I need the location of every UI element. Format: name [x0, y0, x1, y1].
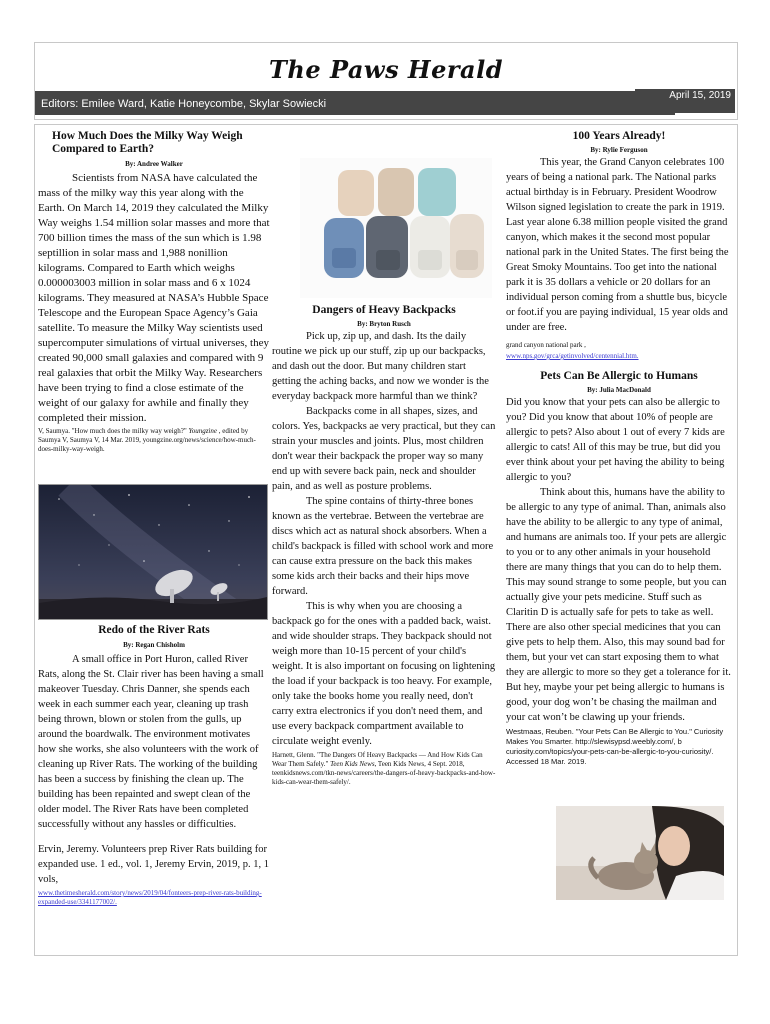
canyon-citation: grand canyon national park , — [506, 341, 586, 349]
editors-bar: Editors: Emilee Ward, Katie Honeycombe, Skylar Sowiecki — [35, 91, 675, 115]
pets-citation: Westmaas, Reuben. "Your Pets Can Be Allergic to You." Curiosity Makes You Smarter. http://slewisypsd.weebly.com/, b curiosity.com/topics/your-pets-can-be-allergic-to-you-curiosity/. Accessed 18 Mar. 2019. — [506, 727, 724, 766]
girl-with-cat-image — [556, 806, 724, 900]
backpacks-byline: By: Bryton Rusch — [357, 320, 411, 328]
river-rats-citation: Ervin, Jeremy. Volunteers prep River Rats building for expanded use. 1 ed., vol. 1, Jeremy Ervin, 2019, p. 1, 1 vols, — [38, 844, 269, 885]
river-rats-body: A small office in Port Huron, called River Rats, along the St. Clair river has been having a small makeover Tuesday. Chris Danner, she spends each week in each summer each year, cleaning up trash being thrown, blown or stolen from the gulls, up around the boardwalk. The environment motivates how she works, she also volunteers with the work of cleaning up River Rats. The working of the building has been a success by finishing the clean up. The building has been repainted and swept clean of the older model. The River Rats have been completed successfully without any hassles or difficulties. — [38, 654, 264, 830]
telescope-night-image — [38, 484, 268, 620]
pets-article — [506, 370, 732, 767]
river-rats-article — [38, 624, 270, 907]
river-rats-headline: Redo of the River Rats — [98, 624, 210, 636]
canyon-body: This year, the Grand Canyon celebrates 100 years of being a national park. The National parks actual birthday is in February. President Woodrow Wilson signed legislation to create the park in 1919. Last year alone 6.38 million people visited the grand canyon, which makes it the second most popular national park in the United States. The first being the Great Smoky Mountains. Too get into the national park it is 35 dollars a vehicle or 20 dollars for an individual person coming from a shuttle bus, bicycle or foot.if you are paying individual, 15 year olds and under are free. — [506, 157, 729, 333]
canyon-headline: 100 Years Already! — [572, 130, 666, 142]
milky-way-body: Scientists from NASA have calculated the mass of the milky way this year along with the Earth. On March 14, 2019 they calculated the Milky Way weighs 1.54 million solar masses and more that 700 billion times the mass of the sun which is 1.98 septillion in solar mass and 1,988 nonillion kilograms. Compared to Earth which weighs 0.000003003 million in solar mass and 6 x 1024 kilograms. They measured at NASA’s Hubble Space Telescope and the European Space Agency’s Gaia satellite. To measure the Milky Way scientists used supercomputer simulations of virtual universes, they created 90,000 small galaxies and compared with 9 real galaxies that orbit the Milky Way. Researchers have been trying to find a close estimate of the weight of our galaxy for awhile and finally they completed their mission. — [38, 172, 270, 424]
milky-way-article — [38, 130, 270, 454]
milky-way-citation: V, Saumya. "How much does the milky way weigh?" Youngzine , edited by Saumya V, Saumya V, 14 Mar. 2019, youngzine.org/news/science/how-much-does-milky-way-weigh. — [38, 427, 256, 453]
canyon-link[interactable]: www.nps.gov/grca/getinvolved/centennial.htm. — [506, 352, 639, 360]
backpacks-headline: Dangers of Heavy Backpacks — [312, 304, 456, 316]
backpacks-body: Pick up, zip up, and dash. Its the daily routine we pick up our stuff, zip up our backpacks, and dash out the door. But many children start getting the aching backs, and now we wonder is the everyday backpack more harmful than we think? Backpacks come in all shapes, sizes, and colors. Yes, backpacks ae very practical, but they can strain your muscles and joints. Plus, most children don't wear their backpack the proper way so many end up with severe back pain, neck and shoulder pain, and as well as posture problems. The spine contains of thirty-three bones known as the vertebrae. Between the vertebrae are discs which act as natural shock absorbers. When a child's backpack is filled with school work and more can cause extra pressure on the back this makes some kids arch their backs and their hips move forward. This is why when you are choosing a backpack go for the ones with a padded back, waist. and wide shoulder straps. They backpack should not weigh more than 10-15 percent of your child's weight. It is also important on focusing on lightening the load if your backpack is too heavy. For example, only take the books home you really need, don't carry extra electronics if you don't need them, and use every backpack compartment available to circulate weight evenly. — [272, 331, 496, 747]
pets-byline: By: Julia MacDonald — [587, 386, 651, 394]
backpacks-citation: Harnett, Glenn. "The Dangers Of Heavy Backpacks — And How Kids Can Wear Them Safely." Teen Kids News, Teen Kids News, 4 Sept. 2018, teenkidsnews.com/tkn-news/careers/the-dangers-of-heavy-backpacks-and-how-kids-can-wear-them-safely/. — [272, 751, 496, 786]
milky-way-headline: How Much Does the Milky Way Weigh Compared to Earth? — [52, 130, 243, 155]
canyon-byline: By: Rylie Ferguson — [590, 146, 648, 154]
backpacks-article — [272, 304, 496, 787]
masthead — [34, 42, 738, 120]
canyon-article — [506, 130, 732, 361]
river-rats-byline: By: Regan Chisholm — [123, 641, 185, 649]
backpacks-image — [300, 158, 492, 298]
milky-way-byline: By: Andree Walker — [125, 160, 183, 168]
date-bar: April 15, 2019 — [635, 89, 735, 113]
pets-body: Did you know that your pets can also be allergic to you? Did you know that about 10% of people are allergic to pets? Also about 1 out of every 7 kids are allergic to cats! All of this may be true, but did you ever think about your pet having the ability to being allergic to you? Think about this, humans have the ability to be allergic to any type of animal. Than, animals also have the ability to be allergic to any type of animal, and humans are animals too. If your pets are allergic to you or to any other animals in your household there are many things that you can do to help them. This may sound strange to some people, but you can actually give your pets medicine. Stuff such as Claritin D is actually safe for pets to take as well. There are also other special medicines that you can give pets to help them. Also, this may sound bad for them, but your vet can start exposing them to what they are allergic to more so they get a tolerance for it. But hey, maybe your pet being allergic to humans is good, your dog won’t be chasing the mailman and your cat won’t be clawing up your friends. — [506, 397, 731, 723]
river-rats-link[interactable]: www.thetimesherald.com/story/news/2019/04/fonteers-prep-river-rats-building-expanded-use/3341177002/. — [38, 889, 262, 906]
newspaper-title: The Paws Herald — [269, 55, 503, 84]
pets-headline: Pets Can Be Allergic to Humans — [540, 370, 698, 382]
